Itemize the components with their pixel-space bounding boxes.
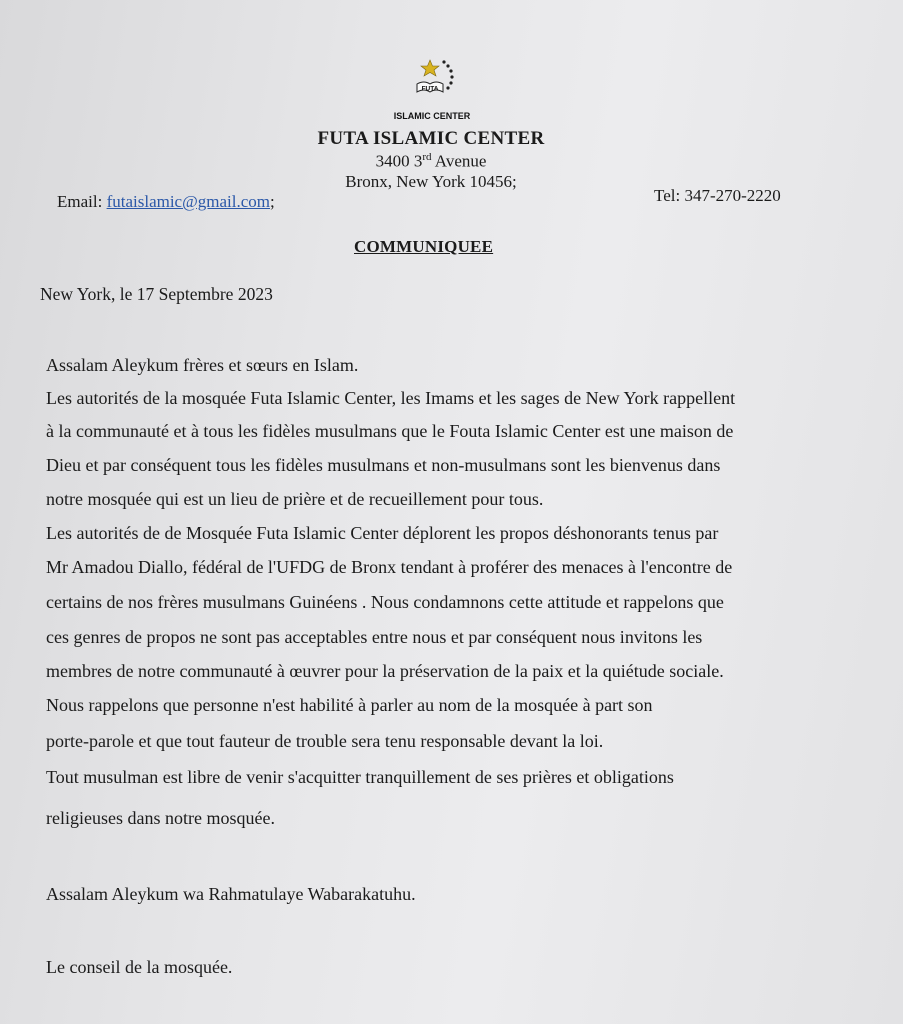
closing-greeting: Assalam Aleykum wa Rahmatulaye Wabarakatuhu. [46,884,416,904]
body-line: Les autorités de la mosquée Futa Islamic Center, les Imams et les sages de New York rappellent [46,388,736,408]
address-street [0,151,862,172]
organization-name: FUTA ISLAMIC CENTER [317,128,545,149]
email-label: Email: [57,192,107,211]
email-line [57,192,275,212]
body-line: à la communauté et à tous les fidèles musulmans que le Fouta Islamic Center est une maison de [46,421,734,441]
email-suffix: ; [270,192,275,211]
address-number: 3400 3 [375,151,423,171]
body-line: notre mosquée qui est un lieu de prière et de recueillement pour tous. [46,489,544,509]
body-line: certains de nos frères musulmans Guinéens . Nous condamnons cette attitude et rappelons que [46,592,724,612]
logo-text-bottom: ISLAMIC CENTER [393,111,471,121]
document-date: New York, le 17 Septembre 2023 [40,284,273,304]
body-line: religieuses dans notre mosquée. [46,808,275,828]
address-street-name: Avenue [431,151,487,171]
body-line: membres de notre communauté à œuvrer pour la préservation de la paix et la quiétude sociale. [46,661,724,681]
document-title: COMMUNIQUEE [354,237,494,256]
body-line: Assalam Aleykum frères et sœurs en Islam. [46,355,359,375]
crescent-star-logo-icon [382,48,482,122]
logo-text-top: FUTA [421,85,439,93]
telephone: Tel: 347-270-2220 [654,186,781,205]
body-line: Tout musulman est libre de venir s'acquitter tranquillement de ses prières et obligations [46,767,674,787]
body-line: Nous rappelons que personne n'est habilité à parler au nom de la mosquée à part son [46,695,653,715]
body-line: ces genres de propos ne sont pas acceptables entre nous et par conséquent nous invitons les [46,627,703,647]
body-line: Dieu et par conséquent tous les fidèles musulmans et non-musulmans sont les bienvenus dans [46,455,721,475]
address-city: Bronx, New York 10456; [345,172,517,191]
body-line: Les autorités de de Mosquée Futa Islamic Center déplorent les propos déshonorants tenus par [46,523,719,543]
body-line: porte-parole et que tout fauteur de trouble sera tenu responsable devant la loi. [46,731,604,751]
email-link[interactable]: futaislamic@gmail.com [106,192,270,211]
address-ordinal: rd [422,151,432,163]
signature: Le conseil de la mosquée. [46,957,233,977]
body-line: Mr Amadou Diallo, fédéral de l'UFDG de Bronx tendant à proférer des menaces à l'encontre de [46,557,733,577]
